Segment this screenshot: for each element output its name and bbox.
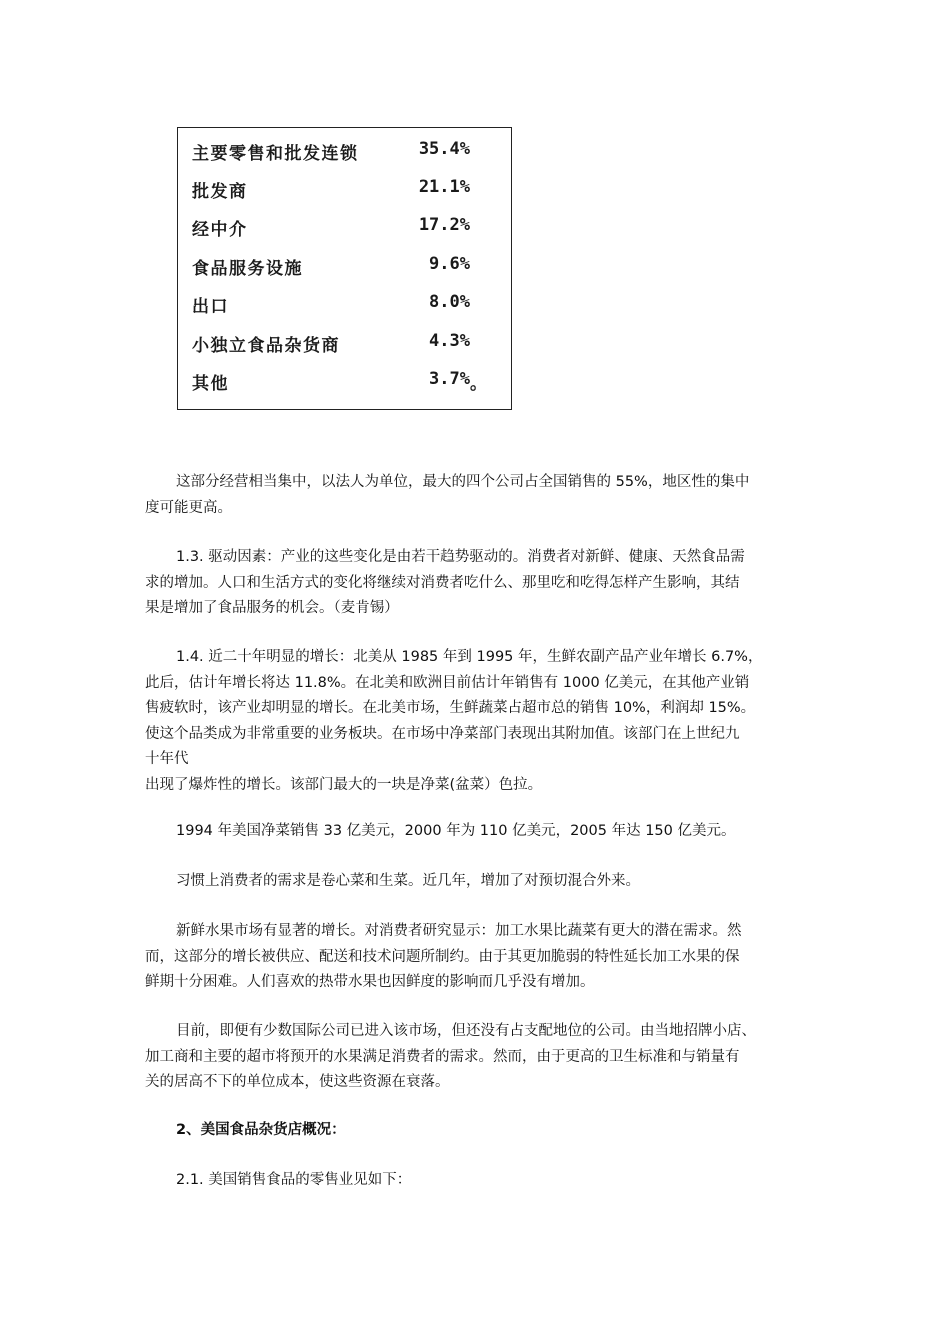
text-line: 1994 年美国净菜销售 33 亿美元，2000 年为 110 亿美元，2005 年达 150 亿美元。 — [176, 823, 736, 839]
text-line: 此后，估计年增长将达 11.8%。在北美和欧洲目前估计年销售有 1000 亿美元，在其他产业销 — [145, 674, 750, 691]
text-line: 果是增加了食品服务的机会。（麦肯锡） — [145, 600, 399, 616]
paragraph-concentration — [145, 470, 805, 521]
row-value: 3.7% — [429, 369, 470, 389]
row-label: 小独立食品杂货商 — [192, 336, 340, 356]
text-line: 2.1. 美国销售食品的零售业见如下： — [176, 1172, 412, 1188]
table-row — [178, 331, 511, 361]
row-value: 17.2% — [418, 215, 470, 235]
text-line: 新鲜水果市场有显著的增长。对消费者研究显示：加工水果比蔬菜有更大的潜在需求。然 — [176, 923, 742, 939]
distribution-table — [177, 127, 512, 410]
paragraph-sales-figures — [145, 819, 805, 845]
text-line: 这部分经营相当集中，以法人为单位，最大的四个公司占全国销售的 55%，地区性的集中 — [176, 474, 750, 490]
table-row — [178, 292, 511, 322]
paragraph-fresh-fruit — [145, 919, 805, 996]
row-label: 批发商 — [192, 182, 248, 202]
row-label: 其他 — [192, 374, 229, 394]
text-line: 求的增加。人口和生活方式的变化将继续对消费者吃什么、那里吃和吃得怎样产生影响，其结 — [145, 574, 740, 591]
row-value: 8.0% — [429, 292, 470, 312]
row-value: 21.1% — [418, 177, 470, 197]
text-line: 加工商和主要的超市将预开的水果满足消费者的需求。然而，由于更高的卫生标准和与销量有 — [145, 1048, 740, 1065]
text-line: 十年代 — [145, 751, 189, 767]
text-line: 关的居高不下的单位成本，使这些资源在衰落。 — [145, 1074, 450, 1090]
section-heading — [145, 1118, 805, 1144]
table-row — [178, 139, 511, 169]
table-row — [178, 254, 511, 284]
text-line: 鲜期十分困难。人们喜欢的热带水果也因鲜度的影响而几乎没有增加。 — [145, 974, 595, 990]
paragraph-driving-factors — [145, 545, 805, 622]
table-row — [178, 215, 511, 245]
paragraph-growth — [145, 645, 805, 798]
text-line: 售疲软时，该产业却明显的增长。在北美市场，生鲜蔬菜占超市总的销售 10%，利润却 15%。 — [145, 700, 756, 716]
row-value: 4.3% — [429, 331, 470, 351]
paragraph-retail-intro — [145, 1168, 805, 1194]
row-value: 9.6% — [429, 254, 470, 274]
table-row — [178, 177, 511, 207]
heading-text: 2、美国食品杂货店概况： — [176, 1122, 346, 1138]
text-line: 1.3. 驱动因素：产业的这些变化是由若干趋势驱动的。消费者对新鲜、健康、天然食品需 — [176, 549, 745, 565]
row-label: 出口 — [192, 297, 229, 317]
text-line: 而，这部分的增长被供应、配送和技术问题所制约。由于其更加脆弱的特性延长加工水果的保 — [145, 948, 740, 965]
row-label: 食品服务设施 — [192, 259, 303, 279]
table-row — [178, 369, 511, 399]
text-line: 度可能更高。 — [145, 499, 232, 516]
paragraph-consumer-habits — [145, 869, 805, 895]
text-line: 出现了爆炸性的增长。该部门最大的一块是净菜(盆菜）色拉。 — [145, 776, 543, 793]
text-line: 使这个品类成为非常重要的业务板块。在市场中净菜部门表现出其附加值。该部门在上世纪九 — [145, 725, 740, 742]
row-label: 主要零售和批发连锁 — [192, 144, 359, 164]
paragraph-current-market — [145, 1019, 805, 1096]
row-label: 经中介 — [192, 220, 248, 240]
trailing-mark: 。 — [470, 374, 487, 394]
row-value: 35.4% — [418, 139, 470, 159]
text-line: 目前，即便有少数国际公司已进入该市场，但还没有占支配地位的公司。由当地招牌小店、 — [176, 1023, 756, 1039]
text-line: 1.4. 近二十年明显的增长：北美从 1985 年到 1995 年，生鲜农副产品产业年增长 6.7%， — [176, 649, 763, 665]
text-line: 习惯上消费者的需求是卷心菜和生菜。近几年，增加了对预切混合外来。 — [176, 873, 640, 889]
